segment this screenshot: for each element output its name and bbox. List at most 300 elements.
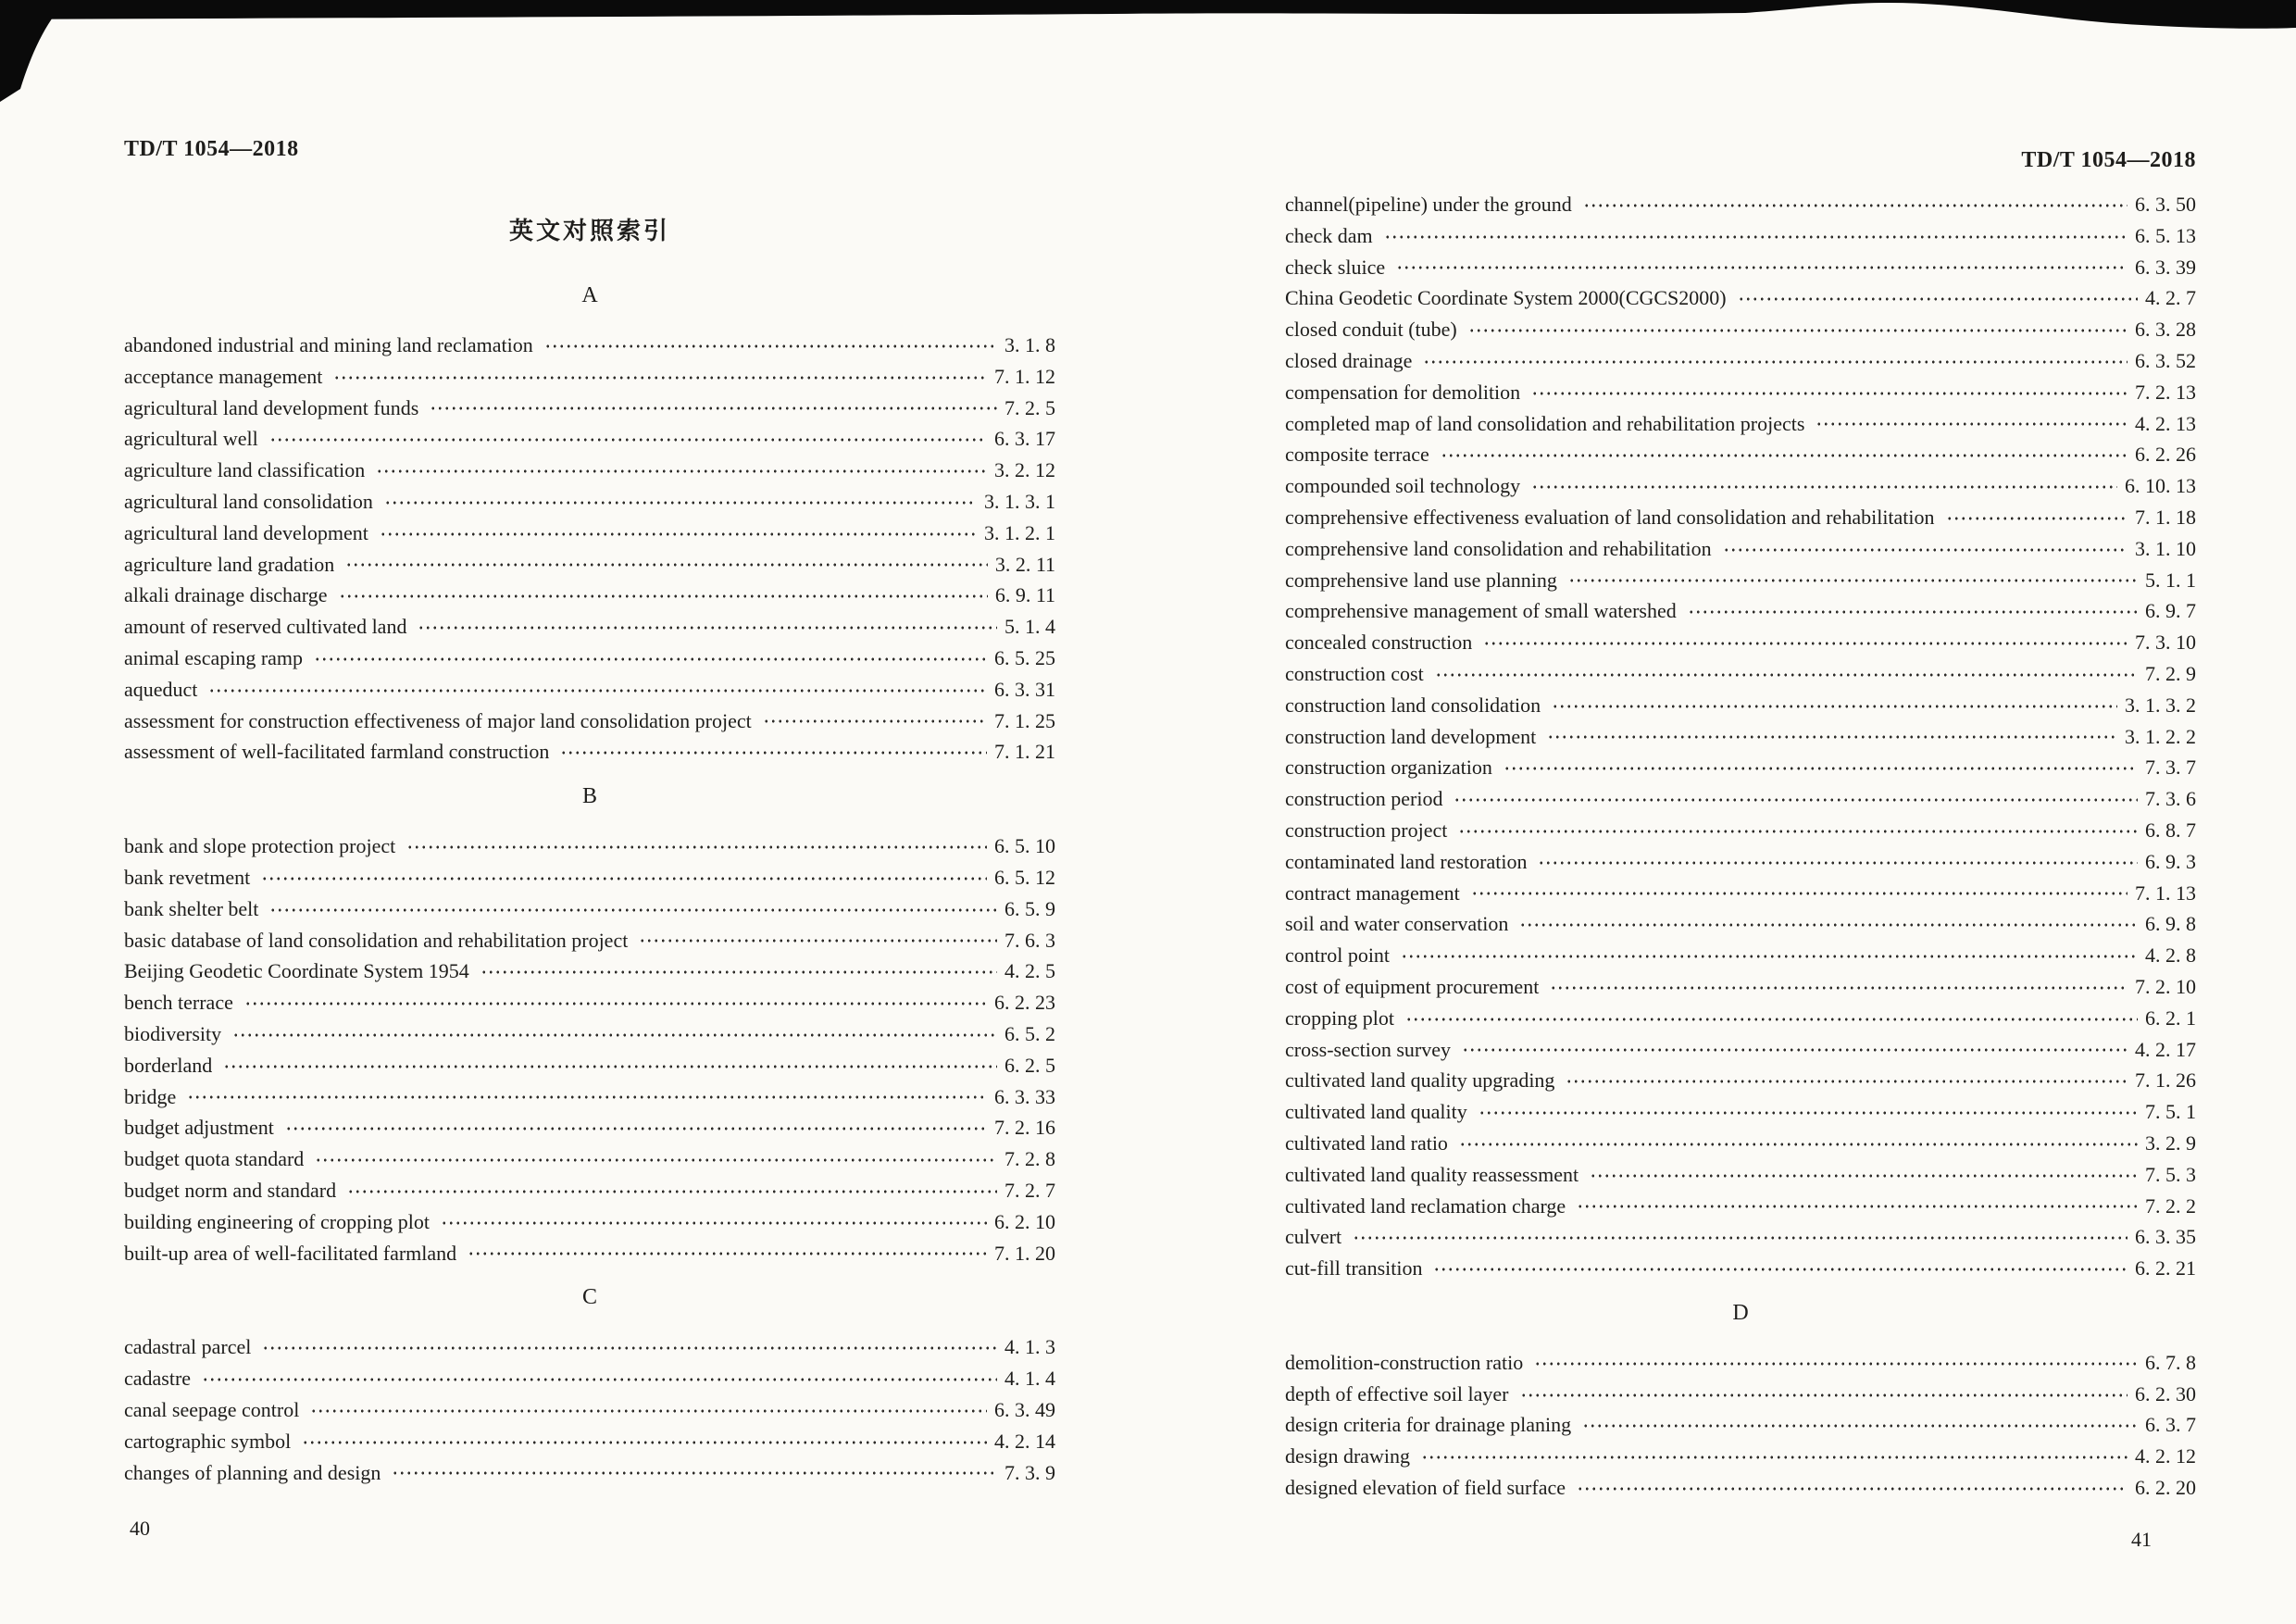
entry-term: completed map of land consolidation and rehabilitation projects <box>1285 411 1805 435</box>
entry-ref: 6. 3. 28 <box>2135 318 2196 342</box>
entry-term: cultivated land quality upgrading <box>1285 1068 1555 1093</box>
entry-term: compounded soil technology <box>1285 474 1521 498</box>
dot-leader <box>1441 453 2128 458</box>
entry-ref: 3. 2. 9 <box>2145 1131 2196 1155</box>
index-entry-row <box>1285 189 2196 220</box>
entry-term: basic database of land consolidation and rehabilitation project <box>124 928 629 952</box>
dot-leader <box>1458 829 2138 834</box>
entry-ref: 6. 7. 8 <box>2145 1350 2196 1374</box>
entry-term: cropping plot <box>1285 1006 1394 1030</box>
entry-term: agricultural land development funds <box>124 395 419 419</box>
entry-term: contract management <box>1285 881 1460 905</box>
entry-term: abandoned industrial and mining land reclamation <box>124 333 533 356</box>
entry-term: culvert <box>1285 1225 1342 1249</box>
entry-term: assessment of well-facilitated farmland construction <box>124 740 550 764</box>
index-entry-row <box>1285 878 2196 909</box>
entry-ref: 6. 8. 7 <box>2145 818 2196 842</box>
dot-leader <box>418 625 997 631</box>
entry-term: bench terrace <box>124 991 233 1015</box>
dot-leader <box>1520 1393 2128 1398</box>
dot-leader <box>1462 1047 2128 1053</box>
entry-ref: 7. 1. 12 <box>994 364 1055 388</box>
dot-leader <box>1566 1079 2128 1084</box>
entry-term: amount of reserved cultivated land <box>124 615 407 639</box>
index-entry-row <box>124 1018 1055 1050</box>
dot-leader <box>1423 359 2128 365</box>
index-entry-row <box>124 1363 1055 1394</box>
entry-term: design criteria for drainage planing <box>1285 1413 1572 1437</box>
index-entry-row <box>1285 721 2196 753</box>
dot-leader <box>261 876 987 881</box>
dot-leader <box>269 437 987 443</box>
dot-leader <box>1738 296 2138 302</box>
entry-ref: 7. 3. 6 <box>2145 787 2196 811</box>
entry-term: check sluice <box>1285 255 1386 279</box>
section-entries <box>124 1331 1055 1488</box>
entry-ref: 3. 1. 8 <box>1004 333 1055 356</box>
dot-leader <box>380 531 977 537</box>
index-entry-row <box>124 1112 1055 1143</box>
dot-leader <box>1552 704 2117 709</box>
entry-term: construction land development <box>1285 724 1537 748</box>
dot-leader <box>285 1126 987 1131</box>
index-entry-row <box>124 361 1055 393</box>
index-entry-row <box>1285 846 2196 878</box>
entry-ref: 6. 2. 23 <box>994 991 1055 1015</box>
dot-leader <box>1577 1486 2128 1492</box>
entry-ref: 6. 3. 33 <box>994 1084 1055 1108</box>
dot-leader <box>1550 985 2128 991</box>
entry-term: cross-section survey <box>1285 1037 1452 1061</box>
dot-leader <box>1468 328 2128 333</box>
entry-ref: 6. 5. 13 <box>2135 223 2196 247</box>
dot-leader <box>376 468 987 474</box>
dot-leader <box>1538 860 2138 866</box>
entry-term: Beijing Geodetic Coordinate System 1954 <box>124 959 469 983</box>
index-entry-row <box>1285 282 2196 314</box>
index-entry-row <box>1285 1096 2196 1128</box>
dot-leader <box>1421 1455 2128 1460</box>
entry-ref: 7. 3. 10 <box>2135 631 2196 655</box>
dot-leader <box>269 907 997 913</box>
entry-ref: 6. 2. 5 <box>1004 1053 1055 1077</box>
entry-ref: 3. 1. 3. 1 <box>984 489 1055 513</box>
index-entry-row <box>1285 1441 2196 1472</box>
index-entry-row <box>124 893 1055 925</box>
index-entry-row <box>1285 1221 2196 1253</box>
index-entry-row <box>124 611 1055 643</box>
page-number-right: 41 <box>2131 1528 2152 1551</box>
entry-term: agricultural land development <box>124 520 368 544</box>
index-entry-row <box>1285 1191 2196 1222</box>
dot-leader <box>1483 641 2128 646</box>
entry-ref: 3. 1. 2. 1 <box>984 520 1055 544</box>
entry-ref: 6. 9. 3 <box>2145 849 2196 873</box>
entry-ref: 6. 3. 39 <box>2135 255 2196 279</box>
index-entry-row <box>124 1331 1055 1363</box>
index-entry-row <box>1285 220 2196 252</box>
entry-ref: 7. 1. 20 <box>994 1241 1055 1265</box>
index-entry-row <box>1285 1159 2196 1191</box>
dot-leader <box>1401 954 2138 959</box>
section-letter: B <box>581 784 597 809</box>
index-entry-row <box>124 1457 1055 1489</box>
entry-ref: 7. 2. 7 <box>1004 1178 1055 1202</box>
entry-ref: 6. 5. 2 <box>1004 1021 1055 1045</box>
entry-term: cost of equipment procurement <box>1285 974 1540 998</box>
entry-term: budget norm and standard <box>124 1178 337 1202</box>
entry-ref: 3. 2. 12 <box>994 458 1055 482</box>
entry-term: agriculture land classification <box>124 458 366 482</box>
entry-ref: 7. 5. 1 <box>2145 1100 2196 1124</box>
entry-ref: 7. 2. 5 <box>1004 395 1055 419</box>
dot-leader <box>560 750 987 756</box>
entry-ref: 4. 2. 5 <box>1004 959 1055 983</box>
index-entry-row <box>124 486 1055 518</box>
index-entry-row <box>124 736 1055 768</box>
dot-leader <box>430 406 997 411</box>
entry-term: comprehensive land use planning <box>1285 568 1557 592</box>
dot-leader <box>1577 1204 2138 1209</box>
index-entry-row <box>1285 252 2196 283</box>
index-entry-row <box>124 925 1055 956</box>
index-section <box>1285 1297 2196 1504</box>
entry-ref: 7. 3. 7 <box>2145 756 2196 780</box>
section-entries <box>124 330 1055 768</box>
dot-leader <box>1547 734 2117 740</box>
entry-term: construction organization <box>1285 756 1492 780</box>
entry-term: budget quota standard <box>124 1147 305 1171</box>
entry-ref: 7. 2. 13 <box>2135 380 2196 404</box>
entry-term: building engineering of cropping plot <box>124 1209 430 1233</box>
dot-leader <box>315 1157 997 1163</box>
index-entry-row <box>1285 627 2196 658</box>
entry-ref: 4. 2. 17 <box>2135 1037 2196 1061</box>
entry-term: borderland <box>124 1053 213 1077</box>
entry-term: alkali drainage discharge <box>124 583 328 607</box>
entry-term: compensation for demolition <box>1285 380 1521 404</box>
index-entry-row <box>124 1175 1055 1206</box>
index-entry-row <box>124 1426 1055 1457</box>
section-letter: A <box>581 283 598 307</box>
page-right <box>1285 0 2196 1624</box>
entry-term: comprehensive land consolidation and rehabilitation <box>1285 536 1712 560</box>
entry-term: bank and slope protection project <box>124 834 396 858</box>
entry-term: control point <box>1285 943 1391 968</box>
entry-ref: 7. 1. 13 <box>2135 881 2196 905</box>
dot-leader <box>262 1345 997 1351</box>
index-entry-row <box>1285 1347 2196 1379</box>
entry-term: cut-fill transition <box>1285 1256 1423 1280</box>
dot-leader <box>1946 516 2128 521</box>
index-entry-row <box>1285 565 2196 596</box>
dot-leader <box>1688 609 2138 615</box>
index-entry-row <box>1285 345 2196 377</box>
entry-ref: 4. 2. 8 <box>2145 943 2196 968</box>
entry-term: composite terrace <box>1285 443 1429 467</box>
entry-term: canal seepage control <box>124 1397 300 1421</box>
dot-leader <box>406 844 987 850</box>
index-entry-row <box>1285 533 2196 565</box>
index-entry-row <box>124 643 1055 674</box>
dot-leader <box>480 969 997 975</box>
index-entry-row <box>1285 1253 2196 1284</box>
index-entry-row <box>124 1238 1055 1269</box>
entry-term: assessment for construction effectiveness of major land consolidation project <box>124 708 752 732</box>
index-entry-row <box>1285 971 2196 1003</box>
index-entry-row <box>1285 408 2196 440</box>
entry-term: cultivated land quality reassessment <box>1285 1162 1579 1186</box>
entry-term: bridge <box>124 1084 177 1108</box>
entry-ref: 7. 5. 3 <box>2145 1162 2196 1186</box>
entry-ref: 7. 2. 8 <box>1004 1147 1055 1171</box>
dot-leader <box>1384 234 2128 240</box>
dot-leader <box>1459 1142 2138 1147</box>
index-entry-row <box>1285 815 2196 846</box>
entry-term: closed conduit (tube) <box>1285 318 1457 342</box>
dot-leader <box>1816 421 2128 427</box>
entry-ref: 6. 3. 17 <box>994 427 1055 451</box>
doc-code-right: TD/T 1054—2018 <box>2021 148 2196 172</box>
entry-term: channel(pipeline) under the ground <box>1285 193 1572 216</box>
entry-ref: 6. 3. 7 <box>2145 1413 2196 1437</box>
entry-term: budget adjustment <box>124 1116 274 1140</box>
entry-ref: 6. 3. 50 <box>2135 193 2196 216</box>
section-letter: D <box>1732 1300 1749 1325</box>
index-entry-row <box>1285 658 2196 690</box>
index-section <box>1285 189 2196 1284</box>
entry-term: changes of planning and design <box>124 1460 381 1484</box>
entry-ref: 6. 2. 10 <box>994 1209 1055 1233</box>
section-letter: C <box>581 1285 597 1310</box>
index-entry-row <box>1285 940 2196 971</box>
dot-leader <box>347 1189 997 1194</box>
entry-term: built-up area of well-facilitated farmland <box>124 1241 457 1265</box>
index-section <box>124 1281 1055 1488</box>
entry-ref: 6. 10. 13 <box>2125 474 2196 498</box>
entry-ref: 6. 9. 7 <box>2145 599 2196 623</box>
dot-leader <box>763 718 987 724</box>
index-section <box>124 781 1055 1268</box>
entry-ref: 7. 1. 18 <box>2135 505 2196 529</box>
entry-term: cadastre <box>124 1367 192 1391</box>
entry-term: closed drainage <box>1285 348 1413 372</box>
dot-leader <box>1531 391 2128 396</box>
entry-term: agricultural land consolidation <box>124 489 373 513</box>
dot-leader <box>1723 547 2128 553</box>
dot-leader <box>345 562 988 568</box>
entry-ref: 6. 3. 49 <box>994 1397 1055 1421</box>
index-entry-row <box>124 1394 1055 1426</box>
entry-ref: 6. 2. 26 <box>2135 443 2196 467</box>
dot-leader <box>202 1377 997 1382</box>
entry-ref: 7. 1. 26 <box>2135 1068 2196 1093</box>
dot-leader <box>1405 1017 2138 1022</box>
entry-ref: 6. 5. 25 <box>994 645 1055 669</box>
entry-term: agriculture land gradation <box>124 552 335 576</box>
index-entry-row <box>1285 1472 2196 1504</box>
index-entry-row <box>124 1081 1055 1113</box>
index-entry-row <box>124 862 1055 893</box>
dot-leader <box>1590 1173 2138 1179</box>
entry-ref: 3. 1. 3. 2 <box>2125 693 2196 717</box>
entry-ref: 4. 2. 13 <box>2135 411 2196 435</box>
entry-term: construction land consolidation <box>1285 693 1541 717</box>
index-entry-row <box>124 423 1055 455</box>
dot-leader <box>1534 1361 2138 1367</box>
entry-ref: 6. 3. 52 <box>2135 348 2196 372</box>
index-entry-row <box>124 580 1055 611</box>
index-entry-row <box>1285 1409 2196 1441</box>
entry-ref: 7. 2. 2 <box>2145 1193 2196 1218</box>
entry-ref: 7. 1. 25 <box>994 708 1055 732</box>
dot-leader <box>1471 891 2128 896</box>
index-entry-row <box>1285 1379 2196 1410</box>
dot-leader <box>232 1032 997 1038</box>
entry-term: animal escaping ramp <box>124 645 304 669</box>
index-entry-row <box>124 831 1055 862</box>
entry-term: designed elevation of field surface <box>1285 1476 1566 1500</box>
entry-ref: 4. 2. 7 <box>2145 286 2196 310</box>
section-entries <box>124 831 1055 1268</box>
index-sections <box>1285 189 2196 1504</box>
index-entry-row <box>124 518 1055 549</box>
entry-ref: 6. 5. 9 <box>1004 896 1055 920</box>
index-entry-row <box>124 1050 1055 1081</box>
entry-ref: 5. 1. 4 <box>1004 615 1055 639</box>
entry-term: agricultural well <box>124 427 258 451</box>
entry-ref: 6. 2. 21 <box>2135 1256 2196 1280</box>
index-entry-row <box>1285 470 2196 502</box>
entry-term: aqueduct <box>124 677 198 701</box>
dot-leader <box>392 1470 997 1476</box>
index-title: 英文对照索引 <box>508 218 670 244</box>
dot-leader <box>1531 484 2117 490</box>
dot-leader <box>223 1064 997 1069</box>
index-entry-row <box>124 987 1055 1018</box>
entry-term: design drawing <box>1285 1444 1411 1468</box>
index-entry-row <box>1285 1003 2196 1034</box>
entry-ref: 4. 1. 4 <box>1004 1367 1055 1391</box>
index-entry-row <box>1285 502 2196 533</box>
entry-term: bank revetment <box>124 865 251 889</box>
index-entry-row <box>1285 314 2196 345</box>
dot-leader <box>1433 1267 2128 1272</box>
dot-leader <box>544 344 997 349</box>
index-entry-row <box>1285 783 2196 815</box>
entry-ref: 7. 3. 9 <box>1004 1460 1055 1484</box>
entry-ref: 7. 2. 10 <box>2135 974 2196 998</box>
entry-ref: 7. 6. 3 <box>1004 928 1055 952</box>
entry-term: depth of effective soil layer <box>1285 1381 1509 1405</box>
index-entry-row <box>124 455 1055 486</box>
entry-term: cultivated land ratio <box>1285 1131 1448 1155</box>
dot-leader <box>1583 203 2128 208</box>
dot-leader <box>1568 578 2138 583</box>
entry-term: check dam <box>1285 223 1373 247</box>
entry-term: cultivated land reclamation charge <box>1285 1193 1566 1218</box>
entry-term: acceptance management <box>124 364 323 388</box>
entry-ref: 6. 2. 20 <box>2135 1476 2196 1500</box>
dot-leader <box>187 1094 987 1100</box>
index-entry-row <box>1285 595 2196 627</box>
dot-leader <box>314 656 987 662</box>
entry-ref: 7. 2. 9 <box>2145 661 2196 685</box>
dot-leader <box>339 593 988 599</box>
entry-ref: 7. 1. 21 <box>994 740 1055 764</box>
entry-ref: 4. 2. 14 <box>994 1429 1055 1453</box>
entry-term: cadastral parcel <box>124 1335 252 1359</box>
dot-leader <box>1582 1423 2138 1429</box>
dot-leader <box>208 688 987 693</box>
page-number-left: 40 <box>130 1517 150 1540</box>
index-sections <box>124 280 1055 1488</box>
entry-term: concealed construction <box>1285 631 1473 655</box>
entry-term: cultivated land quality <box>1285 1100 1467 1124</box>
dot-leader <box>333 375 987 381</box>
dot-leader <box>1479 1110 2138 1116</box>
dot-leader <box>468 1251 987 1256</box>
index-section <box>124 280 1055 768</box>
section-entries <box>1285 189 2196 1284</box>
entry-ref: 5. 1. 1 <box>2145 568 2196 592</box>
index-entry-row <box>1285 377 2196 408</box>
doc-code-left: TD/T 1054—2018 <box>124 137 299 161</box>
dot-leader <box>441 1220 987 1226</box>
entry-term: comprehensive management of small watershed <box>1285 599 1677 623</box>
index-entry-row <box>124 393 1055 424</box>
index-entry-row <box>124 1206 1055 1238</box>
entry-ref: 3. 2. 11 <box>994 552 1055 576</box>
dot-leader <box>1519 922 2138 928</box>
index-entry-row <box>1285 1034 2196 1066</box>
index-entry-row <box>1285 439 2196 470</box>
entry-ref: 4. 1. 3 <box>1004 1335 1055 1359</box>
entry-term: comprehensive effectiveness evaluation of land consolidation and rehabilitation <box>1285 505 1935 529</box>
entry-ref: 6. 2. 1 <box>2145 1006 2196 1030</box>
entry-ref: 6. 9. 11 <box>994 583 1055 607</box>
entry-term: soil and water conservation <box>1285 912 1509 936</box>
entry-term: contaminated land restoration <box>1285 849 1528 873</box>
entry-ref: 6. 5. 10 <box>994 834 1055 858</box>
index-entry-row <box>1285 752 2196 783</box>
index-entry-row <box>1285 690 2196 721</box>
dot-leader <box>310 1408 987 1414</box>
dot-leader <box>639 938 997 943</box>
dot-leader <box>1396 265 2128 270</box>
entry-ref: 4. 2. 12 <box>2135 1444 2196 1468</box>
index-entry-row <box>1285 1065 2196 1096</box>
index-entry-row <box>124 956 1055 987</box>
entry-ref: 3. 1. 2. 2 <box>2125 724 2196 748</box>
index-entry-row <box>1285 1128 2196 1159</box>
entry-term: China Geodetic Coordinate System 2000(CGCS2000) <box>1285 286 1727 310</box>
entry-term: construction period <box>1285 787 1443 811</box>
entry-ref: 6. 3. 31 <box>994 677 1055 701</box>
dot-leader <box>1353 1235 2128 1241</box>
entry-term: cartographic symbol <box>124 1429 292 1453</box>
index-entry-row <box>124 549 1055 581</box>
index-entry-row <box>124 706 1055 737</box>
dot-leader <box>244 1001 987 1006</box>
index-entry-row <box>124 674 1055 706</box>
entry-ref: 6. 9. 8 <box>2145 912 2196 936</box>
index-entry-row <box>124 1143 1055 1175</box>
dot-leader <box>1504 766 2138 771</box>
entry-term: bank shelter belt <box>124 896 259 920</box>
section-entries <box>1285 1347 2196 1504</box>
entry-ref: 7. 2. 16 <box>994 1116 1055 1140</box>
